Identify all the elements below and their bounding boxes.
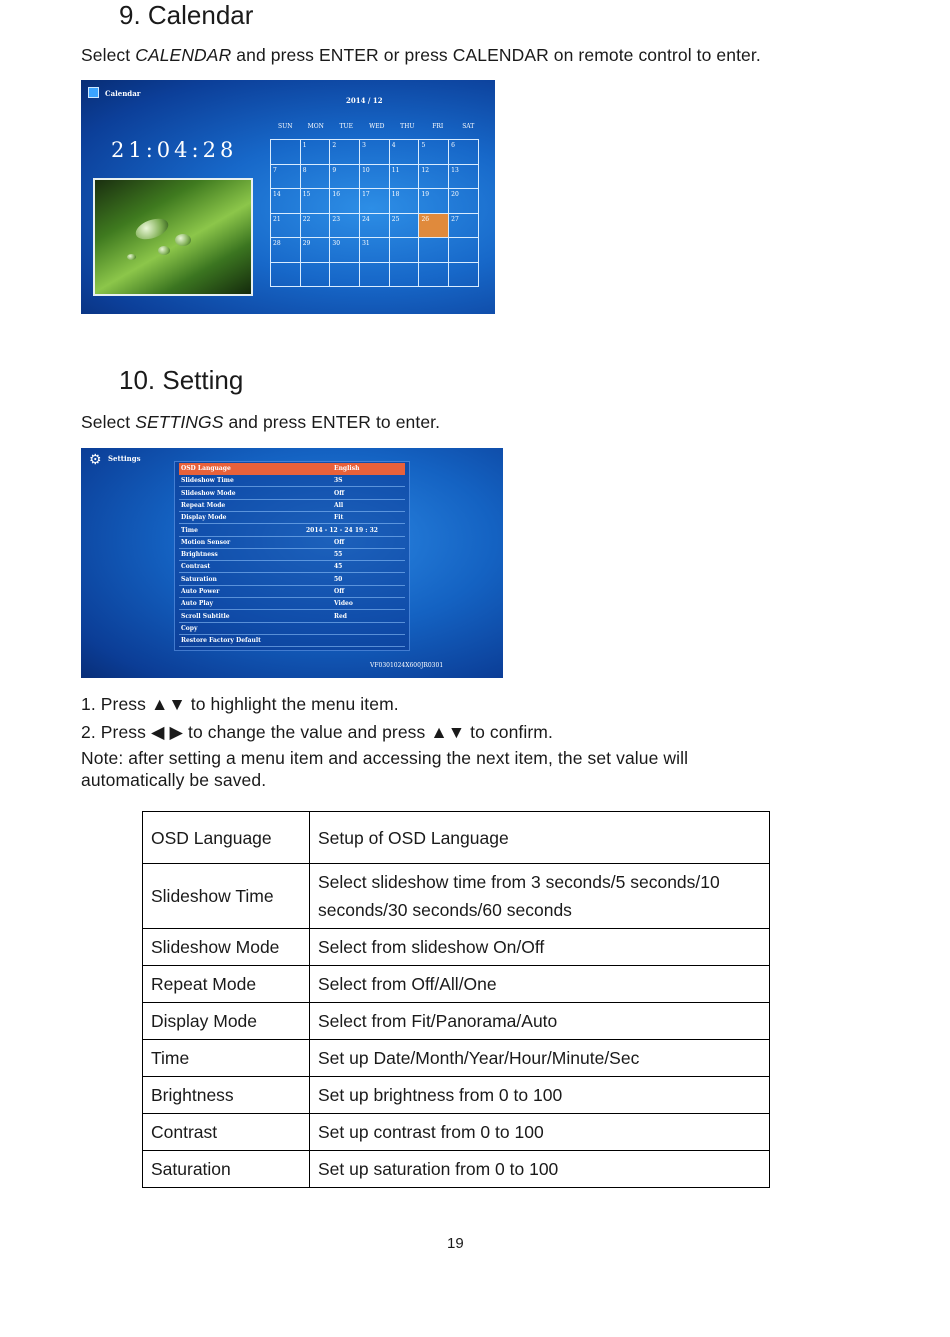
settings-menu-item-label: Saturation: [181, 575, 217, 583]
calendar-day-cell: 22: [300, 213, 330, 238]
settings-menu-item[interactable]: [179, 635, 405, 647]
calendar-day-cell: 27: [449, 213, 479, 238]
calendar-day-cell: 26: [419, 213, 449, 238]
settings-menu-item[interactable]: [179, 500, 405, 512]
calendar-week-row: [271, 213, 479, 238]
calendar-day-cell: [419, 262, 449, 287]
settings-menu-item[interactable]: [179, 525, 405, 537]
gear-icon: ⚙: [89, 451, 102, 467]
settings-menu-item[interactable]: [179, 586, 405, 598]
calendar-day-cell: 8: [300, 164, 330, 189]
settings-menu-item-label: Repeat Mode: [181, 501, 226, 509]
settings-menu-item-value: Red: [334, 612, 347, 620]
settings-menu-item-value: 50: [334, 575, 343, 583]
calendar-day-cell: [389, 238, 419, 263]
settings-menu-item-label: Brightness: [181, 551, 218, 559]
settings-menu-item-label: Scroll Subtitle: [181, 612, 230, 620]
calendar-day-cell: 17: [360, 189, 390, 214]
settings-menu-item-value: 2014 - 12 - 24 19 : 32: [306, 526, 378, 534]
weekday-label: TUE: [339, 123, 353, 130]
table-row: [143, 1151, 770, 1188]
table-description-cell: Set up contrast from 0 to 100: [310, 1114, 770, 1151]
calendar-month-label: 2014 / 12: [346, 96, 383, 105]
settings-description-table: [142, 811, 770, 1188]
table-row: [143, 1077, 770, 1114]
calendar-screenshot: [81, 80, 495, 314]
table-description-cell: Select from Off/All/One: [310, 966, 770, 1003]
calendar-clock: 21:04:28: [111, 138, 238, 162]
settings-menu-item[interactable]: [179, 598, 405, 610]
table-row: [143, 966, 770, 1003]
settings-menu-item[interactable]: [179, 488, 405, 500]
calendar-grid: [270, 139, 479, 287]
table-row: [143, 1040, 770, 1077]
calendar-day-cell: 13: [449, 164, 479, 189]
calendar-week-row: [271, 189, 479, 214]
calendar-day-cell: [271, 140, 301, 165]
step-1: 1. Press ▲▼ to highlight the menu item.: [81, 694, 399, 714]
settings-menu-item-label: Restore Factory Default: [181, 637, 261, 645]
table-item-cell: Saturation: [143, 1151, 310, 1188]
calendar-day-cell: 7: [271, 164, 301, 189]
table-row: [143, 1114, 770, 1151]
calendar-heading: 9. Calendar: [119, 0, 254, 30]
calendar-week-row: [271, 262, 479, 287]
calendar-day-cell: [449, 262, 479, 287]
table-description-cell: Select slideshow time from 3 seconds/5 seconds/10 seconds/30 seconds/60 seconds: [310, 864, 770, 929]
settings-menu-item-label: Motion Sensor: [181, 538, 231, 546]
calendar-day-cell: [300, 262, 330, 287]
leaf-photo: [93, 178, 253, 296]
calendar-day-cell: 25: [389, 213, 419, 238]
calendar-day-cell: 10: [360, 164, 390, 189]
settings-menu-item[interactable]: [179, 561, 405, 573]
calendar-day-cell: 3: [360, 140, 390, 165]
calendar-day-cell: 9: [330, 164, 360, 189]
calendar-day-cell: [449, 238, 479, 263]
settings-menu-item[interactable]: [179, 574, 405, 586]
calendar-weekday-header: [270, 123, 484, 130]
settings-menu-item-label: OSD Language: [181, 465, 231, 472]
calendar-day-cell: [419, 238, 449, 263]
calendar-day-cell: 19: [419, 189, 449, 214]
table-description-cell: Select from slideshow On/Off: [310, 929, 770, 966]
calendar-day-cell: 2: [330, 140, 360, 165]
calendar-day-cell: 18: [389, 189, 419, 214]
calendar-day-cell: 23: [330, 213, 360, 238]
calendar-day-cell: 12: [419, 164, 449, 189]
settings-menu-item[interactable]: [179, 463, 405, 475]
table-item-cell: Repeat Mode: [143, 966, 310, 1003]
calendar-week-row: [271, 238, 479, 263]
table-description-cell: Set up saturation from 0 to 100: [310, 1151, 770, 1188]
settings-screenshot: [81, 448, 503, 678]
calendar-day-cell: 31: [360, 238, 390, 263]
table-row: [143, 1003, 770, 1040]
firmware-version: VF0301024X600JR0301: [370, 662, 444, 669]
settings-menu-item-value: 55: [334, 551, 343, 559]
calendar-screen-title: Calendar: [105, 89, 141, 98]
settings-menu-item[interactable]: [179, 537, 405, 549]
settings-menu-item[interactable]: [179, 623, 405, 635]
calendar-day-cell: [330, 262, 360, 287]
calendar-intro-prefix: Select: [81, 45, 136, 65]
table-item-cell: Slideshow Mode: [143, 929, 310, 966]
setting-heading: 10. Setting: [119, 365, 244, 395]
calendar-intro-suffix: and press ENTER or press CALENDAR on remote control to enter.: [231, 45, 761, 65]
calendar-day-cell: 24: [360, 213, 390, 238]
settings-menu-item-label: Time: [181, 526, 198, 534]
calendar-day-cell: 28: [271, 238, 301, 263]
calendar-day-cell: 30: [330, 238, 360, 263]
settings-menu-item-label: Auto Play: [181, 600, 214, 608]
settings-menu-item-value: Off: [334, 489, 345, 497]
calendar-week-row: [271, 164, 479, 189]
calendar-day-cell: 11: [389, 164, 419, 189]
setting-intro: [81, 412, 440, 433]
weekday-label: FRI: [432, 123, 444, 130]
calendar-day-cell: 14: [271, 189, 301, 214]
table-item-cell: Brightness: [143, 1077, 310, 1114]
table-description-cell: Select from Fit/Panorama/Auto: [310, 1003, 770, 1040]
settings-menu-item-label: Contrast: [181, 563, 211, 571]
settings-screen-title: Settings: [108, 454, 141, 463]
settings-menu-item-label: Slideshow Mode: [181, 489, 236, 497]
calendar-icon: [88, 87, 99, 98]
note-text: Note: after setting a menu item and accessing the next item, the set value will automatically be saved.: [81, 748, 689, 790]
settings-menu-item-value: 45: [334, 563, 343, 571]
weekday-label: SAT: [462, 123, 475, 130]
weekday-label: WED: [369, 123, 385, 130]
table-row: [143, 812, 770, 864]
table-item-cell: Time: [143, 1040, 310, 1077]
calendar-day-cell: 16: [330, 189, 360, 214]
setting-intro-prefix: Select: [81, 412, 136, 432]
settings-menu-item-label: Auto Power: [181, 588, 220, 595]
calendar-day-cell: 1: [300, 140, 330, 165]
settings-menu-item-value: English: [334, 465, 360, 472]
settings-menu-item-value: Video: [334, 600, 353, 608]
settings-menu-item[interactable]: [179, 512, 405, 524]
calendar-day-cell: 5: [419, 140, 449, 165]
calendar-day-cell: 15: [300, 189, 330, 214]
settings-menu-item-label: Slideshow Time: [181, 477, 234, 485]
table-item-cell: OSD Language: [143, 812, 310, 864]
calendar-day-cell: 29: [300, 238, 330, 263]
table-description-cell: Setup of OSD Language: [310, 812, 770, 864]
settings-menu-item[interactable]: [179, 549, 405, 561]
calendar-day-cell: [271, 262, 301, 287]
calendar-day-cell: 6: [449, 140, 479, 165]
settings-menu-item-label: Display Mode: [181, 514, 227, 522]
table-row: [143, 864, 770, 929]
setting-intro-suffix: and press ENTER to enter.: [223, 412, 441, 432]
weekday-label: MON: [307, 123, 324, 130]
calendar-day-cell: 4: [389, 140, 419, 165]
settings-menu-item-value: Fit: [334, 514, 344, 522]
table-item-cell: Display Mode: [143, 1003, 310, 1040]
table-item-cell: Contrast: [143, 1114, 310, 1151]
settings-menu-item-value: All: [334, 501, 344, 509]
settings-menu-item-value: 3S: [334, 477, 343, 485]
calendar-intro: [81, 45, 761, 66]
settings-menu-item-value: Off: [334, 588, 345, 595]
settings-menu-item[interactable]: [179, 475, 405, 487]
table-description-cell: Set up Date/Month/Year/Hour/Minute/Sec: [310, 1040, 770, 1077]
calendar-week-row: [271, 140, 479, 165]
page-number: 19: [447, 1235, 464, 1252]
settings-menu-item-label: Copy: [181, 624, 198, 632]
settings-menu-item[interactable]: [179, 611, 405, 623]
weekday-label: THU: [400, 123, 415, 130]
calendar-day-cell: [389, 262, 419, 287]
calendar-day-cell: [360, 262, 390, 287]
table-item-cell: Slideshow Time: [143, 864, 310, 929]
step-2: 2. Press ◀ ▶ to change the value and press ▲▼ to confirm.: [81, 722, 553, 742]
settings-menu-panel: [174, 461, 410, 651]
calendar-intro-keyword: CALENDAR: [135, 45, 232, 65]
calendar-day-cell: 20: [449, 189, 479, 214]
weekday-label: SUN: [278, 123, 293, 130]
setting-intro-keyword: SETTINGS: [135, 412, 224, 432]
calendar-day-cell: 21: [271, 213, 301, 238]
table-row: [143, 929, 770, 966]
settings-menu-item-value: Off: [334, 538, 345, 546]
table-description-cell: Set up brightness from 0 to 100: [310, 1077, 770, 1114]
